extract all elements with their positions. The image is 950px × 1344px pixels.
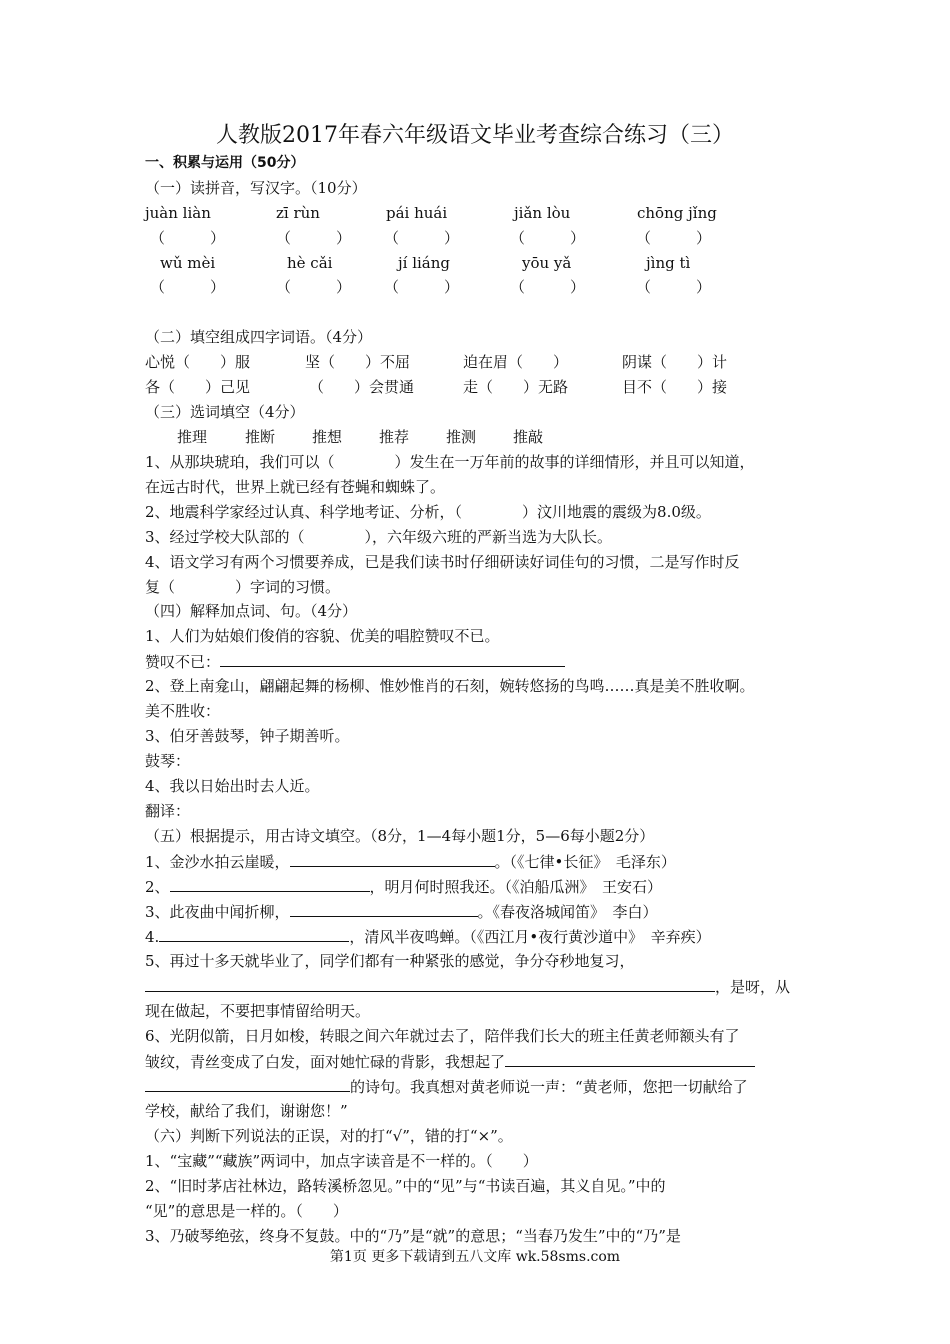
idiom-item: 心悦（ ）服 <box>145 353 251 371</box>
question-text: 。（《七律•长征》 毛泽东） <box>494 853 676 871</box>
pinyin-item: yōu yǎ <box>522 254 572 272</box>
answer-line <box>170 876 370 892</box>
answer-blank: （ ） <box>510 229 586 247</box>
fill-row <box>145 901 658 922</box>
answer-line <box>220 651 565 667</box>
question-text: 在远古时代，世界上就已经有苍蝇和蜘蛛了。 <box>145 478 446 496</box>
word-option: 推断 <box>245 428 276 446</box>
fill-row <box>145 876 662 897</box>
question-text: 3、乃破琴绝弦，终身不复鼓。中的“乃”是“就”的意思；“当春乃发生”中的“乃”是 <box>145 1227 681 1245</box>
part1-heading: （一）读拼音，写汉字。（10分） <box>145 179 367 197</box>
answer-line <box>290 851 495 867</box>
question-text: 。《春夜洛城闻笛》 李白） <box>477 903 658 921</box>
question-text: 5、再过十多天就毕业了，同学们都有一种紧张的感觉，争分夺秒地复习， <box>145 952 635 970</box>
part6-heading: （六）判断下列说法的正误，对的打“√”，错的打“×”。 <box>145 1127 513 1145</box>
question-text: 6、光阴似箭，日月如梭，转眼之间六年就过去了，陪伴我们长大的班主任黄老师额头有了 <box>145 1027 740 1045</box>
idiom-item: （ ）会贯通 <box>309 378 415 396</box>
word-option: 推测 <box>446 428 477 446</box>
fill-row <box>145 1051 755 1072</box>
answer-label: 翻译： <box>145 802 191 820</box>
question-text: “见”的意思是一样的。（ ） <box>145 1202 348 1220</box>
answer-line <box>145 976 715 992</box>
question-text: 1、从那块琥珀，我们可以（ ）发生在一万年前的故事的详细情形，并且可以知道， <box>145 453 755 471</box>
question-text: ，是呀，从 <box>715 978 791 996</box>
part2-heading: （二）填空组成四字词语。（4分） <box>145 328 373 346</box>
answer-label: 鼓琴： <box>145 752 191 770</box>
question-text: ，清风半夜鸣蝉。（《西江月•夜行黄沙道中》 辛弃疾） <box>349 928 711 946</box>
question-text: 1、人们为姑娘们俊俏的容貌、优美的唱腔赞叹不已。 <box>145 627 500 645</box>
answer-line <box>505 1051 755 1067</box>
question-text: 2、登上南龛山，翩翩起舞的杨柳、惟妙惟肖的石刻，婉转悠扬的鸟鸣……真是美不胜收啊。 <box>145 677 755 695</box>
answer-blank: （ ） <box>510 278 586 296</box>
pinyin-item: jiǎn lòu <box>514 204 571 222</box>
fill-row <box>145 926 711 947</box>
answer-blank: （ ） <box>150 229 226 247</box>
answer-blank: （ ） <box>150 278 226 296</box>
idiom-item: 阴谋（ ）计 <box>622 353 728 371</box>
answer-line <box>159 926 349 942</box>
question-text: 3、此夜曲中闻折柳， <box>145 903 290 921</box>
part4-heading: （四）解释加点词、句。（4分） <box>145 602 358 620</box>
question-text: ，明月何时照我还。（《泊船瓜洲》 王安石） <box>369 878 663 896</box>
question-text: 2、地震科学家经过认真、科学地考证、分析，（ ）汶川地震的震级为8.0级。 <box>145 503 711 521</box>
answer-blank: （ ） <box>636 278 712 296</box>
question-text: 皱纹，青丝变成了白发，面对她忙碌的背影，我想起了 <box>145 1053 506 1071</box>
question-text: 2、 <box>145 878 170 896</box>
answer-label: 美不胜收： <box>145 702 221 720</box>
answer-line-row <box>145 651 565 672</box>
question-text: 学校，献给了我们，谢谢您！” <box>145 1102 348 1120</box>
part5-heading: （五）根据提示，用古诗文填空。（8分，1—4每小题1分，5—6每小题2分） <box>145 827 655 845</box>
question-text: 4、我以日始出时去人近。 <box>145 777 320 795</box>
question-text: 复（ ）字词的习惯。 <box>145 578 341 596</box>
answer-line <box>290 901 478 917</box>
answer-line <box>145 1076 350 1092</box>
pinyin-item: pái huái <box>386 204 448 222</box>
section-1-heading: 一、积累与运用（50分） <box>145 155 305 171</box>
pinyin-item: jìng tì <box>646 254 691 272</box>
fill-row <box>145 851 676 872</box>
answer-blank: （ ） <box>384 278 460 296</box>
fill-row <box>145 976 790 997</box>
part3-heading: （三）选词填空（4分） <box>145 403 305 421</box>
question-text: 的诗句。我真想对黄老师说一声：“黄老师，您把一切献给了 <box>350 1078 748 1096</box>
idiom-item: 目不（ ）接 <box>622 378 728 396</box>
pinyin-item: wǔ mèi <box>160 254 216 272</box>
page-title: 人教版2017年春六年级语文毕业考查综合练习（三） <box>216 123 734 148</box>
question-text: 1、金沙水拍云崖暖， <box>145 853 290 871</box>
word-option: 推想 <box>312 428 343 446</box>
word-option: 推敲 <box>513 428 544 446</box>
answer-blank: （ ） <box>384 229 460 247</box>
pinyin-item: zī rùn <box>276 204 320 222</box>
pinyin-item: chōng jǐng <box>637 204 717 222</box>
question-text: 4、语文学习有两个习惯要养成，已是我们读书时仔细研读好词佳句的习惯，二是写作时反 <box>145 553 740 571</box>
pinyin-item: jí liáng <box>398 254 451 272</box>
idiom-item: 走（ ）无路 <box>463 378 569 396</box>
word-option: 推荐 <box>379 428 410 446</box>
question-text: 3、伯牙善鼓琴，钟子期善听。 <box>145 727 350 745</box>
question-text: 1、“宝藏”“藏族”两词中，加点字读音是不一样的。（ ） <box>145 1152 538 1170</box>
answer-label: 赞叹不已： <box>145 653 221 671</box>
question-text: 4. <box>145 928 160 946</box>
pinyin-item: juàn liàn <box>145 204 211 222</box>
page-footer: 第1页 更多下载请到五八文库 wk.58sms.com <box>329 1249 621 1265</box>
question-text: 2、“旧时茅店社林边，路转溪桥忽见。”中的“见”与“书读百遍，其义自见。”中的 <box>145 1177 666 1195</box>
question-text: 现在做起，不要把事情留给明天。 <box>145 1002 371 1020</box>
idiom-item: 迫在眉（ ） <box>463 353 569 371</box>
idiom-item: 各（ ）己见 <box>145 378 251 396</box>
answer-blank: （ ） <box>636 229 712 247</box>
fill-row <box>145 1076 748 1097</box>
idiom-item: 坚（ ）不屈 <box>305 353 411 371</box>
answer-blank: （ ） <box>276 229 352 247</box>
pinyin-item: hè cǎi <box>287 254 333 272</box>
word-option: 推理 <box>177 428 208 446</box>
question-text: 3、经过学校大队部的（ ），六年级六班的严新当选为大队长。 <box>145 528 613 546</box>
answer-blank: （ ） <box>276 278 352 296</box>
